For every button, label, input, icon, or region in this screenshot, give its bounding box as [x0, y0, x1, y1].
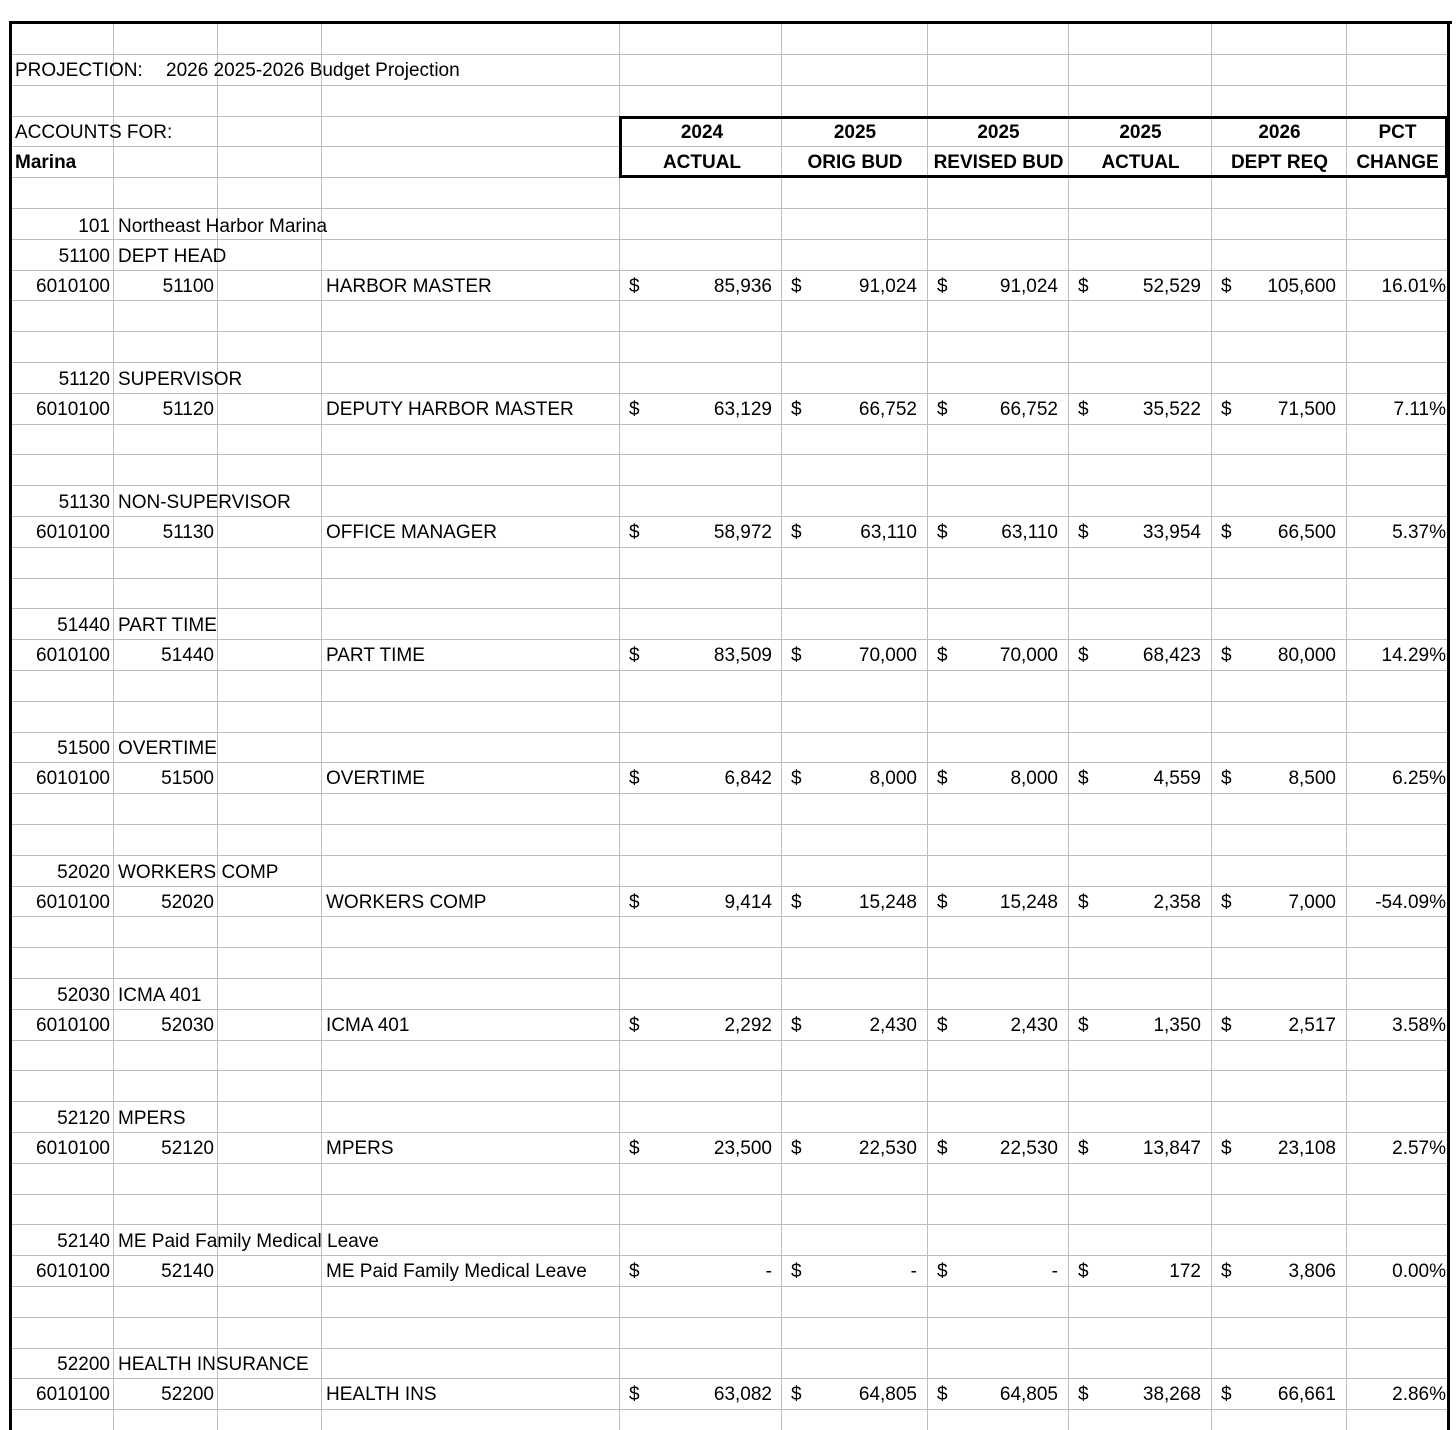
currency-symbol: $	[629, 522, 640, 543]
currency-symbol: $	[791, 1384, 802, 1405]
currency-symbol: $	[629, 1138, 640, 1159]
amount-actual-2024: 63,129	[713, 399, 772, 420]
amount-actual-2024: 2,292	[724, 1015, 772, 1036]
currency-symbol: $	[1078, 522, 1089, 543]
currency-symbol: $	[791, 892, 802, 913]
column-header-year: 2026	[1258, 122, 1301, 143]
account-group-title: ICMA 401	[118, 985, 202, 1006]
account-group-code: 52030	[57, 985, 110, 1006]
column-header-year: 2025	[833, 122, 877, 143]
line-description: DEPUTY HARBOR MASTER	[326, 399, 574, 420]
object-code: 52120	[161, 1138, 214, 1159]
line-description: HARBOR MASTER	[326, 276, 492, 297]
grid-row-line	[12, 639, 1447, 640]
grid-row-line	[12, 208, 1447, 209]
currency-symbol: $	[629, 1015, 640, 1036]
amount-dept-req-2026: 66,500	[1277, 522, 1336, 543]
column-header-year: 2025	[1119, 122, 1162, 143]
grid-row-line	[12, 1194, 1447, 1195]
pct-change: 3.58%	[1392, 1015, 1446, 1036]
line-description: OVERTIME	[326, 768, 425, 789]
currency-symbol: $	[937, 768, 948, 789]
amount-actual-2025: 68,423	[1142, 645, 1201, 666]
fund-number: 6010100	[36, 892, 110, 913]
amount-orig-bud-2025: 91,024	[858, 276, 917, 297]
account-group-title: WORKERS COMP	[118, 862, 279, 883]
pct-change: 7.11%	[1393, 399, 1446, 420]
currency-symbol: $	[1078, 399, 1089, 420]
currency-symbol: $	[791, 276, 802, 297]
currency-symbol: $	[1221, 1261, 1232, 1282]
grid-column-line	[113, 24, 114, 1430]
grid-row-line	[12, 762, 1447, 763]
column-header-label: ORIG BUD	[807, 152, 903, 173]
amount-revised-bud-2025: 15,248	[999, 892, 1058, 913]
grid-row-line	[12, 454, 1447, 455]
projection-title: 2026 2025-2026 Budget Projection	[166, 60, 460, 81]
currency-symbol: $	[1078, 892, 1089, 913]
currency-symbol: $	[629, 645, 640, 666]
grid-row-line	[12, 54, 1447, 55]
object-code: 52140	[161, 1261, 214, 1282]
amount-actual-2025: 13,847	[1142, 1138, 1201, 1159]
currency-symbol: $	[1078, 645, 1089, 666]
currency-symbol: $	[629, 276, 640, 297]
pct-change: 16.01%	[1381, 276, 1446, 297]
amount-dept-req-2026: 66,661	[1277, 1384, 1336, 1405]
amount-actual-2024: 58,972	[713, 522, 772, 543]
account-group-code: 51440	[57, 615, 110, 636]
amount-dept-req-2026: 2,517	[1288, 1015, 1336, 1036]
pct-change: 2.57%	[1392, 1138, 1446, 1159]
amount-orig-bud-2025: 22,530	[858, 1138, 917, 1159]
currency-symbol: $	[629, 768, 640, 789]
currency-symbol: $	[791, 645, 802, 666]
fund-number: 6010100	[36, 522, 110, 543]
column-header-year: 2025	[977, 122, 1020, 143]
column-header-label: ACTUAL	[1101, 152, 1180, 173]
grid-row-line	[12, 732, 1447, 733]
accounts-for-name: Marina	[15, 152, 77, 173]
column-header-label: REVISED BUD	[933, 152, 1064, 173]
amount-actual-2024: -	[765, 1261, 772, 1282]
object-code: 52200	[161, 1384, 214, 1405]
object-code: 52030	[161, 1015, 214, 1036]
currency-symbol: $	[937, 645, 948, 666]
grid-row-line	[12, 362, 1447, 363]
column-header-year: 2024	[680, 122, 724, 143]
grid-row-line	[12, 947, 1447, 948]
grid-row-line	[12, 1070, 1447, 1071]
account-group-code: 52200	[57, 1354, 110, 1375]
account-group-code: 52120	[57, 1108, 110, 1129]
currency-symbol: $	[791, 1015, 802, 1036]
amount-revised-bud-2025: -	[1051, 1261, 1058, 1282]
currency-symbol: $	[791, 768, 802, 789]
currency-symbol: $	[791, 1138, 802, 1159]
amount-actual-2024: 83,509	[713, 645, 772, 666]
account-group-title: HEALTH INSURANCE	[118, 1354, 309, 1375]
currency-symbol: $	[1078, 1138, 1089, 1159]
currency-symbol: $	[1078, 1384, 1089, 1405]
grid-column-line	[1211, 24, 1212, 1430]
currency-symbol: $	[937, 276, 948, 297]
amount-orig-bud-2025: 70,000	[858, 645, 917, 666]
grid-row-line	[12, 608, 1447, 609]
amount-revised-bud-2025: 70,000	[999, 645, 1058, 666]
grid-row-line	[12, 578, 1447, 579]
currency-symbol: $	[937, 1261, 948, 1282]
fund-number: 6010100	[36, 1015, 110, 1036]
amount-revised-bud-2025: 63,110	[1001, 522, 1058, 543]
currency-symbol: $	[1078, 768, 1089, 789]
amount-actual-2025: 1,350	[1153, 1015, 1201, 1036]
fund-number: 6010100	[36, 399, 110, 420]
amount-dept-req-2026: 23,108	[1277, 1138, 1336, 1159]
pct-change: 6.25%	[1392, 768, 1446, 789]
currency-symbol: $	[791, 522, 802, 543]
grid-row-line	[12, 824, 1447, 825]
sheet-border-top	[9, 21, 1452, 24]
amount-revised-bud-2025: 22,530	[999, 1138, 1058, 1159]
fund-number: 6010100	[36, 1384, 110, 1405]
amount-actual-2025: 52,529	[1142, 276, 1201, 297]
fund-number: 6010100	[36, 768, 110, 789]
grid-row-line	[12, 1224, 1447, 1225]
object-code: 51100	[162, 276, 214, 297]
currency-symbol: $	[1221, 892, 1232, 913]
currency-symbol: $	[937, 1138, 948, 1159]
line-description: OFFICE MANAGER	[326, 522, 498, 543]
amount-orig-bud-2025: -	[910, 1261, 917, 1282]
department-name: Northeast Harbor Marina	[118, 216, 328, 237]
grid-row-line	[12, 1101, 1447, 1102]
pct-change: 14.29%	[1381, 645, 1446, 666]
currency-symbol: $	[937, 892, 948, 913]
amount-orig-bud-2025: 63,110	[860, 522, 917, 543]
sheet-border-right	[1447, 21, 1450, 1430]
currency-symbol: $	[937, 1015, 948, 1036]
currency-symbol: $	[629, 399, 640, 420]
account-group-code: 51120	[58, 369, 110, 390]
amount-actual-2024: 63,082	[713, 1384, 772, 1405]
account-group-title: OVERTIME	[118, 738, 217, 759]
amount-actual-2025: 2,358	[1153, 892, 1201, 913]
amount-actual-2025: 38,268	[1142, 1384, 1201, 1405]
currency-symbol: $	[791, 1261, 802, 1282]
amount-orig-bud-2025: 15,248	[858, 892, 917, 913]
amount-orig-bud-2025: 8,000	[869, 768, 917, 789]
object-code: 51130	[162, 522, 214, 543]
column-header-year: PCT	[1378, 122, 1417, 143]
currency-symbol: $	[937, 522, 948, 543]
line-description: MPERS	[326, 1138, 394, 1159]
grid-row-line	[12, 1317, 1447, 1318]
grid-column-line	[1346, 24, 1347, 1430]
currency-symbol: $	[1221, 1384, 1232, 1405]
line-description: ICMA 401	[326, 1015, 410, 1036]
grid-row-line	[12, 485, 1447, 486]
amount-orig-bud-2025: 64,805	[858, 1384, 917, 1405]
grid-row-line	[12, 270, 1447, 271]
currency-symbol: $	[937, 1384, 948, 1405]
account-group-title: ME Paid Family Medical Leave	[118, 1231, 379, 1252]
pct-change: 2.86%	[1392, 1384, 1446, 1405]
account-group-code: 52140	[57, 1231, 110, 1252]
account-group-code: 51130	[58, 492, 110, 513]
currency-symbol: $	[629, 1384, 640, 1405]
column-header-label: CHANGE	[1356, 152, 1439, 173]
amount-dept-req-2026: 8,500	[1288, 768, 1336, 789]
amount-orig-bud-2025: 66,752	[858, 399, 917, 420]
department-code: 101	[78, 216, 110, 237]
currency-symbol: $	[1221, 399, 1232, 420]
grid-row-line	[12, 1009, 1447, 1010]
pct-change: 5.37%	[1392, 522, 1446, 543]
grid-row-line	[12, 701, 1447, 702]
amount-revised-bud-2025: 8,000	[1010, 768, 1058, 789]
grid-row-line	[12, 855, 1447, 856]
currency-symbol: $	[1221, 1138, 1232, 1159]
pct-change: -54.09%	[1375, 892, 1446, 913]
currency-symbol: $	[629, 1261, 640, 1282]
amount-actual-2024: 9,414	[724, 892, 772, 913]
account-group-title: DEPT HEAD	[118, 246, 227, 267]
account-group-title: PART TIME	[118, 615, 217, 636]
currency-symbol: $	[1078, 276, 1089, 297]
column-header-label: DEPT REQ	[1230, 152, 1329, 173]
amount-actual-2025: 35,522	[1142, 399, 1201, 420]
line-description: PART TIME	[326, 645, 425, 666]
amount-orig-bud-2025: 2,430	[869, 1015, 917, 1036]
amount-dept-req-2026: 80,000	[1277, 645, 1336, 666]
currency-symbol: $	[1221, 645, 1232, 666]
currency-symbol: $	[1078, 1015, 1089, 1036]
object-code: 52020	[161, 892, 214, 913]
amount-actual-2025: 172	[1169, 1261, 1201, 1282]
line-description: HEALTH INS	[326, 1384, 437, 1405]
currency-symbol: $	[1221, 1015, 1232, 1036]
account-group-code: 52020	[57, 862, 110, 883]
currency-symbol: $	[1221, 522, 1232, 543]
line-description: WORKERS COMP	[326, 892, 487, 913]
object-code: 51500	[161, 768, 214, 789]
currency-symbol: $	[629, 892, 640, 913]
grid-column-line	[619, 24, 620, 1430]
object-code: 51440	[161, 645, 214, 666]
grid-row-line	[12, 978, 1447, 979]
projection-label: PROJECTION:	[15, 60, 143, 81]
amount-revised-bud-2025: 91,024	[999, 276, 1058, 297]
pct-change: 0.00%	[1392, 1261, 1446, 1282]
amount-dept-req-2026: 7,000	[1288, 892, 1336, 913]
amount-actual-2024: 23,500	[713, 1138, 772, 1159]
amount-actual-2025: 33,954	[1142, 522, 1201, 543]
currency-symbol: $	[1078, 1261, 1089, 1282]
object-code: 51120	[162, 399, 214, 420]
currency-symbol: $	[791, 399, 802, 420]
amount-dept-req-2026: 105,600	[1267, 276, 1336, 297]
account-group-title: NON-SUPERVISOR	[118, 492, 291, 513]
amount-dept-req-2026: 71,500	[1277, 399, 1336, 420]
currency-symbol: $	[937, 399, 948, 420]
amount-revised-bud-2025: 66,752	[999, 399, 1058, 420]
amount-actual-2024: 85,936	[713, 276, 772, 297]
amount-actual-2024: 6,842	[724, 768, 772, 789]
line-description: ME Paid Family Medical Leave	[326, 1261, 587, 1282]
amount-dept-req-2026: 3,806	[1288, 1261, 1336, 1282]
accounts-for-label: ACCOUNTS FOR:	[15, 122, 173, 143]
account-group-title: SUPERVISOR	[118, 369, 243, 390]
amount-revised-bud-2025: 2,430	[1010, 1015, 1058, 1036]
column-header-label: ACTUAL	[662, 152, 742, 173]
grid-row-line	[12, 331, 1447, 332]
account-group-code: 51500	[57, 738, 110, 759]
grid-column-line	[927, 24, 928, 1430]
fund-number: 6010100	[36, 1261, 110, 1282]
fund-number: 6010100	[36, 645, 110, 666]
account-group-title: MPERS	[118, 1108, 186, 1129]
grid-row-line	[12, 1348, 1447, 1349]
grid-column-line	[1068, 24, 1069, 1430]
grid-column-line	[781, 24, 782, 1430]
fund-number: 6010100	[36, 276, 110, 297]
currency-symbol: $	[1221, 768, 1232, 789]
amount-actual-2025: 4,559	[1153, 768, 1201, 789]
grid-row-line	[12, 1132, 1447, 1133]
account-group-code: 51100	[58, 246, 110, 267]
fund-number: 6010100	[36, 1138, 110, 1159]
amount-revised-bud-2025: 64,805	[999, 1384, 1058, 1405]
currency-symbol: $	[1221, 276, 1232, 297]
